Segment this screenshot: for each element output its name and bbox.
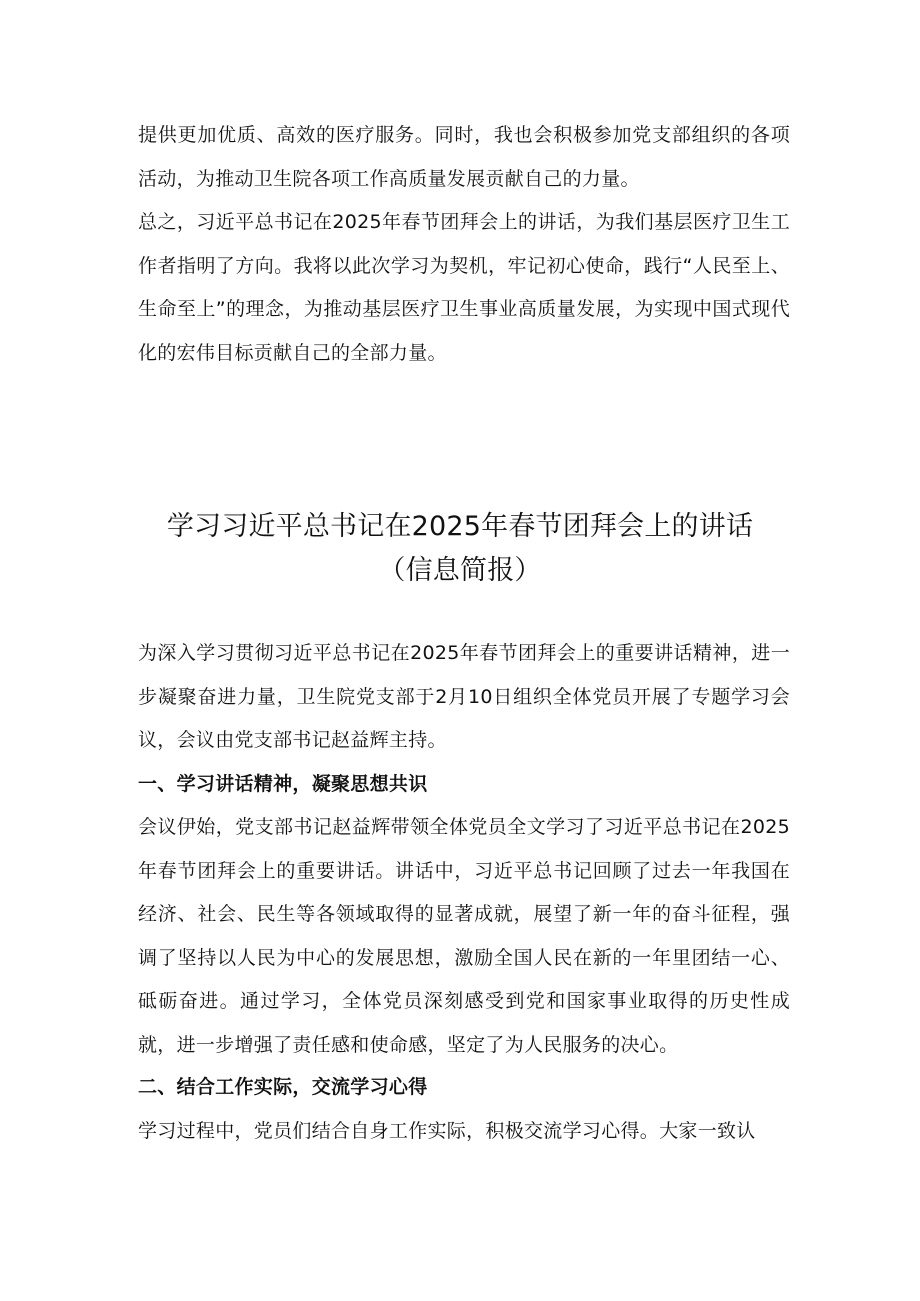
section-1-heading: 一、学习讲话精神，凝聚思想共识	[138, 773, 428, 795]
section-2-paragraph: 学习过程中，党员们结合自身工作实际，积极交流学习心得。大家一致认	[138, 1120, 756, 1142]
article-subtitle: （信息简报）	[378, 555, 542, 586]
continuation-paragraph-2: 总之，习近平总书记在2025年春节团拜会上的讲话，为我们基层医疗卫生工作者指明了方向。我将以此次学习为契机，牢记初心使命，践行“人民至上、生命至上”的理念，为推动基层医疗卫生事业高质量发展，为实现中国式现代化的宏伟目标贡献自己的全部力量。	[138, 211, 790, 364]
article-title: 学习习近平总书记在2025年春节团拜会上的讲话	[166, 511, 754, 542]
continuation-paragraph-1: 提供更加优质、高效的医疗服务。同时，我也会积极参加党支部组织的各项活动，为推动卫生院各项工作高质量发展贡献自己的力量。	[138, 124, 790, 190]
section-1-paragraph: 会议伊始，党支部书记赵益辉带领全体党员全文学习了习近平总书记在2025年春节团拜会上的重要讲话。讲话中，习近平总书记回顾了过去一年我国在经济、社会、民生等各领域取得的显著成就，展望了新一年的奋斗征程，强调了坚持以人民为中心的发展思想，激励全国人民在新的一年里团结一心、砥砺奋进。通过学习，全体党员深刻感受到党和国家事业取得的历史性成就，进一步增强了责任感和使命感，坚定了为人民服务的决心。	[138, 816, 790, 1056]
section-2-heading: 二、结合工作实际，交流学习心得	[138, 1076, 428, 1098]
intro-paragraph: 为深入学习贯彻习近平总书记在2025年春节团拜会上的重要讲话精神，进一步凝聚奋进力量，卫生院党支部于2月10日组织全体党员开展了专题学习会议，会议由党支部书记赵益辉主持。	[138, 642, 790, 751]
